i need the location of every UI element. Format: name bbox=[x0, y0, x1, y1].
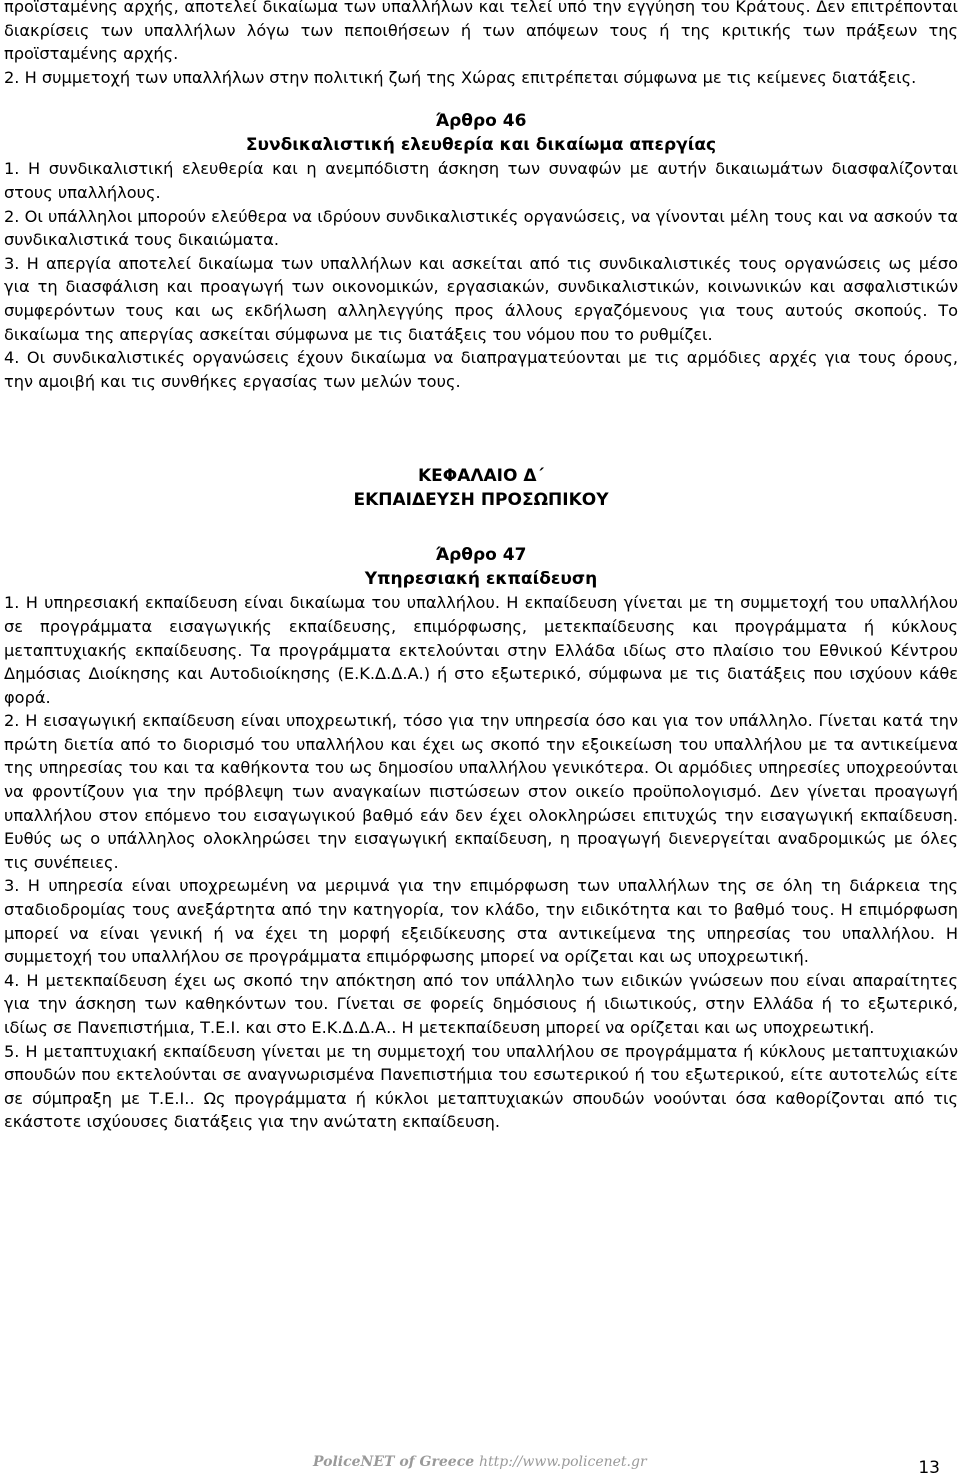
article-47-title: Υπηρεσιακή εκπαίδευση bbox=[364, 569, 598, 590]
footer-credit bbox=[313, 1454, 647, 1470]
article-46-paragraph-2: 2. Οι υπάλληλοι μπορούν ελεύθερα να ιδρύουν συνδικαλιστικές οργανώσεις, να γίνονται μέλη τους και να ασκούν τα συνδικαλιστικά τους δικαιώματα. bbox=[4, 206, 958, 250]
article-46-paragraph-3: 3. Η απεργία αποτελεί δικαίωμα των υπαλλήλων και ασκείται από τις συνδικαλιστικές τους οργανώσεις ως μέσο για τη διασφάλιση και προαγωγή των οικονομικών, εργασιακών, συνδικαλιστικών, κοινωνικών και ασφαλιστικών συμφερόντων τους και ως εκδήλωση αλληλεγγύης προς άλλους εργαζόμενους για τους αυτούς σκοπούς. Το δικαίωμα της απεργίας ασκείται σύμφωνα με τις διατάξεις του νόμου που το ρυθμίζει. bbox=[4, 253, 958, 344]
footer-brand: PoliceNET of Greece bbox=[313, 1454, 475, 1470]
article-47-paragraph-1: 1. Η υπηρεσιακή εκπαίδευση είναι δικαίωμα του υπαλλήλου. Η εκπαίδευση γίνεται με τη συμμετοχή του υπαλλήλου σε προγράμματα εισαγωγικής εκπαίδευσης, επιμόρφωσης, μετεκπαίδευσης και προγράμματα ή κύκλους μεταπτυχιακής εκπαίδευσης. Τα προγράμματα εκτελούνται στην Ελλάδα ιδίως στο πλαίσιο του Εθνικού Κέντρου Δημόσιας Διοίκησης και Αυτοδιοίκησης (Ε.Κ.Δ.Δ.Α.) ή στο εξωτερικό, σύμφωνα με τις διατάξεις που ισχύουν κάθε φορά. bbox=[4, 593, 958, 707]
article-47-paragraph-2: 2. Η εισαγωγική εκπαίδευση είναι υποχρεωτική, τόσο για την υπηρεσία όσο και για τον υπάλληλο. Γίνεται κατά την πρώτη διετία από το διορισμό του υπαλλήλου και έχει ως σκοπό την εξοικείωση του υπαλλήλου με τα αντικείμενα της υπηρεσίας του και τα καθήκοντα του ως δημοσίου υπαλλήλου γενικότερα. Οι αρμόδιες υπηρεσίες υποχρεούνται να φροντίζουν για την πρόβλεψη των αναγκαίων πιστώσεων στον οικείο προϋπολογισμό. Δεν γίνεται προαγωγή υπαλλήλου στον επόμενο του εισαγωγικού βαθμό εάν δεν έχει ολοκληρώσει επιτυχώς την εισαγωγική εκπαίδευση. Ευθύς ως ο υπάλληλος ολοκληρώσει την εισαγωγική εκπαίδευση, η προαγωγή διενεργείται αναδρομικώς με όλες τις συνέπειες. bbox=[4, 711, 958, 872]
paragraph-political-life: 2. Η συμμετοχή των υπαλλήλων στην πολιτική ζωή της Χώρας επιτρέπεται σύμφωνα με τις κείμενες διατάξεις. bbox=[4, 67, 917, 87]
article-47-number: Άρθρο 47 bbox=[435, 545, 527, 566]
article-46-paragraph-4: 4. Οι συνδικαλιστικές οργανώσεις έχουν δικαίωμα να διαπραγματεύονται με τις αρμόδιες αρχές για τους όρους, την αμοιβή και τις συνθήκες εργασίας των μελών τους. bbox=[4, 348, 958, 391]
page-footer bbox=[0, 1454, 960, 1478]
paragraph-continued: προϊσταμένης αρχής, αποτελεί δικαίωμα των υπαλλήλων και τελεί υπό την εγγύηση του Κράτους. Δεν επιτρέπονται διακρίσεις των υπαλλήλων λόγω των πεποιθήσεων ή των απόψεων τους ή της κριτικής των πράξεων της προϊσταμένης αρχής. bbox=[4, 0, 958, 64]
article-46-paragraph-1: 1. Η συνδικαλιστική ελευθερία και η ανεμπόδιστη άσκηση των συναφών με αυτήν δικαιωμάτων διασφαλίζονται στους υπαλλήλους. bbox=[4, 159, 958, 202]
article-47-paragraph-3: 3. Η υπηρεσία είναι υποχρεωμένη να μεριμνά για την επιμόρφωση των υπαλλήλων της σε όλη τη διάρκεια της σταδιοδρομίας τους ανεξάρτητα από την κατηγορία, τον κλάδο, την ειδικότητα και το βαθμό τους. Η επιμόρφωση μπορεί να είναι γενική ή να έχει τη μορφή εξειδίκευσης στα αντικείμενα της υπηρεσίας του υπαλλήλου. Η συμμετοχή του υπαλλήλου σε προγράμματα επιμόρφωσης μπορεί να ορίζεται και ως υποχρεωτική. bbox=[4, 876, 958, 967]
chapter-title: ΕΚΠΑΙΔΕΥΣΗ ΠΡΟΣΩΠΙΚΟΥ bbox=[353, 490, 609, 511]
document-page bbox=[4, 0, 958, 1134]
article-46-number: Άρθρο 46 bbox=[435, 111, 527, 132]
article-47-paragraph-5: 5. Η μεταπτυχιακή εκπαίδευση γίνεται με τη συμμετοχή του υπαλλήλου σε προγράμματα ή κύκλους μεταπτυχιακών σπουδών που εκτελούνται σε αναγνωρισμένα Πανεπιστήμια του εσωτερικού ή του εξωτερικού, είτε αυτοτελώς είτε σε σύμπραξη με Τ.Ε.Ι.. Ως προγράμματα ή κύκλοι μεταπτυχιακών σπουδών νοούνται όσα καθορίζονται από τις εκάστοτε ισχύουσες διατάξεις για την ανώτατη εκπαίδευση. bbox=[4, 1041, 958, 1132]
article-47-paragraph-4: 4. Η μετεκπαίδευση έχει ως σκοπό την απόκτηση από τον υπάλληλο των ειδικών γνώσεων που είναι απαραίτητες για την άσκηση των καθηκόντων του. Γίνεται σε φορείς δημόσιους ή ιδιωτικούς, στην Ελλάδα ή το εξωτερικό, ιδίως σε Πανεπιστήμια, Τ.Ε.Ι. και στο Ε.Κ.Δ.Δ.Α.. Η μετεκπαίδευση μπορεί να ορίζεται και ως υποχρεωτική. bbox=[4, 970, 958, 1037]
page-number: 13 bbox=[918, 1458, 940, 1478]
article-46-title: Συνδικαλιστική ελευθερία και δικαίωμα απεργίας bbox=[245, 135, 717, 156]
chapter-label: ΚΕΦΑΛΑΙΟ Δ΄ bbox=[417, 466, 545, 487]
footer-url: http://www.policenet.gr bbox=[479, 1454, 647, 1470]
